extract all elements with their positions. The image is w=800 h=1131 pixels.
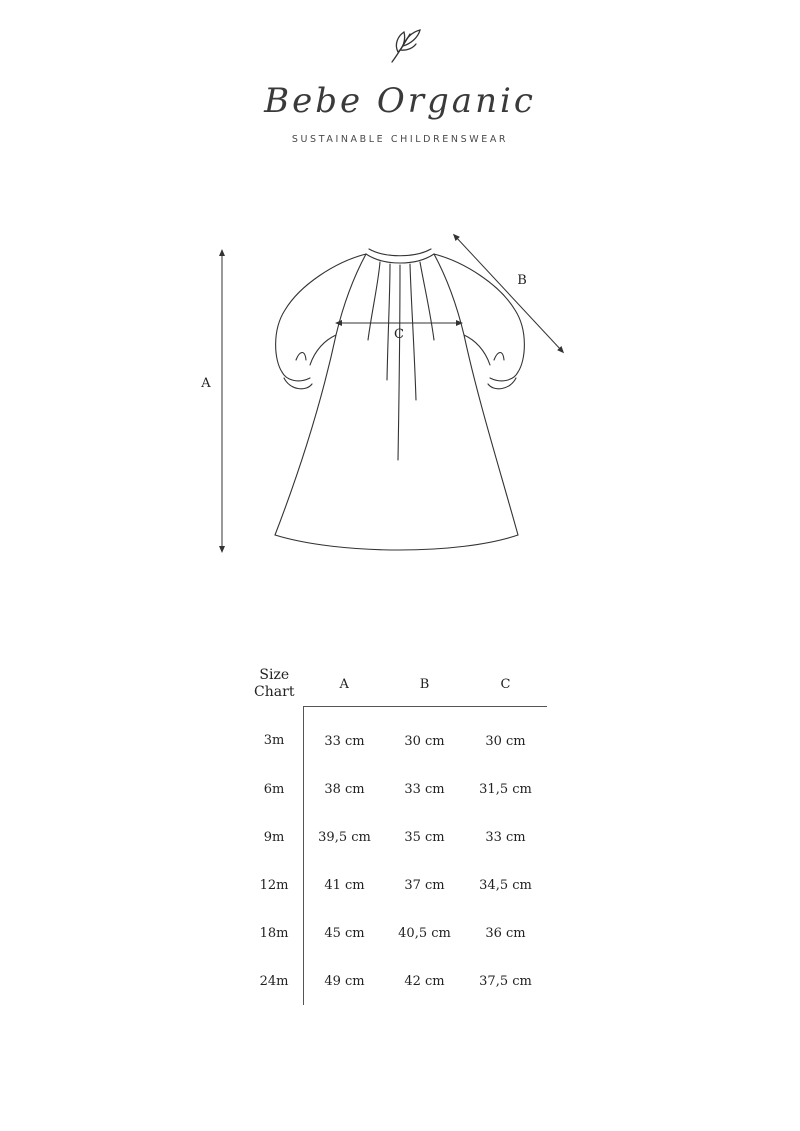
size-chart-corner-line2: Chart bbox=[254, 684, 295, 701]
cell-a: 33 cm bbox=[304, 707, 386, 766]
size-chart-corner bbox=[245, 662, 304, 707]
cell-b: 30 cm bbox=[404, 733, 445, 749]
cell-a: 41 cm bbox=[304, 861, 386, 909]
column-header-c: C bbox=[464, 662, 547, 707]
measure-line-b bbox=[455, 236, 562, 351]
row-size-label: 12m bbox=[259, 877, 289, 893]
cell-b: 35 cm bbox=[404, 829, 445, 845]
brand-logo bbox=[0, 0, 800, 130]
brand-tagline: SUSTAINABLE CHILDRENSWEAR bbox=[291, 134, 509, 145]
size-chart-header-row bbox=[245, 662, 547, 707]
cell-c: 33 cm bbox=[485, 829, 526, 845]
cell-c: 31,5 cm bbox=[479, 781, 532, 797]
cell-b: 42 cm bbox=[404, 973, 445, 989]
row-size-label: 3m bbox=[263, 733, 285, 749]
table-row bbox=[245, 861, 547, 909]
cell-c: 36 cm bbox=[485, 925, 526, 941]
cell-a: 39,5 cm bbox=[304, 813, 386, 861]
row-size-label: 24m bbox=[259, 973, 289, 989]
cell-b: 37 cm bbox=[404, 877, 445, 893]
column-header-b: B bbox=[385, 662, 464, 707]
table-row bbox=[245, 957, 547, 1005]
column-header-a: A bbox=[304, 662, 386, 707]
cell-a: 38 cm bbox=[304, 765, 386, 813]
cell-b: 40,5 cm bbox=[398, 925, 451, 941]
measure-label-a: A bbox=[201, 376, 211, 391]
measure-label-c: C bbox=[394, 327, 404, 342]
brand-header bbox=[0, 0, 800, 160]
row-size-label: 18m bbox=[259, 925, 289, 941]
cell-c: 34,5 cm bbox=[479, 877, 532, 893]
table-row bbox=[245, 765, 547, 813]
dress-outline bbox=[275, 249, 524, 550]
table-row bbox=[245, 707, 547, 766]
cell-a: 45 cm bbox=[304, 909, 386, 957]
size-chart-corner-line1: Size bbox=[259, 667, 290, 684]
leaf-sprig-icon bbox=[392, 30, 420, 62]
cell-a: 49 cm bbox=[304, 957, 386, 1005]
measure-label-b: B bbox=[517, 273, 527, 288]
cell-c: 37,5 cm bbox=[479, 973, 532, 989]
table-row bbox=[245, 909, 547, 957]
table-row bbox=[245, 813, 547, 861]
row-size-label: 6m bbox=[263, 781, 285, 797]
cell-c: 30 cm bbox=[485, 733, 526, 749]
dress-diagram bbox=[0, 200, 800, 580]
size-chart-table bbox=[245, 662, 547, 1005]
row-size-label: 9m bbox=[263, 829, 285, 845]
cell-b: 33 cm bbox=[404, 781, 445, 797]
brand-name: Bebe Organic bbox=[264, 81, 536, 121]
